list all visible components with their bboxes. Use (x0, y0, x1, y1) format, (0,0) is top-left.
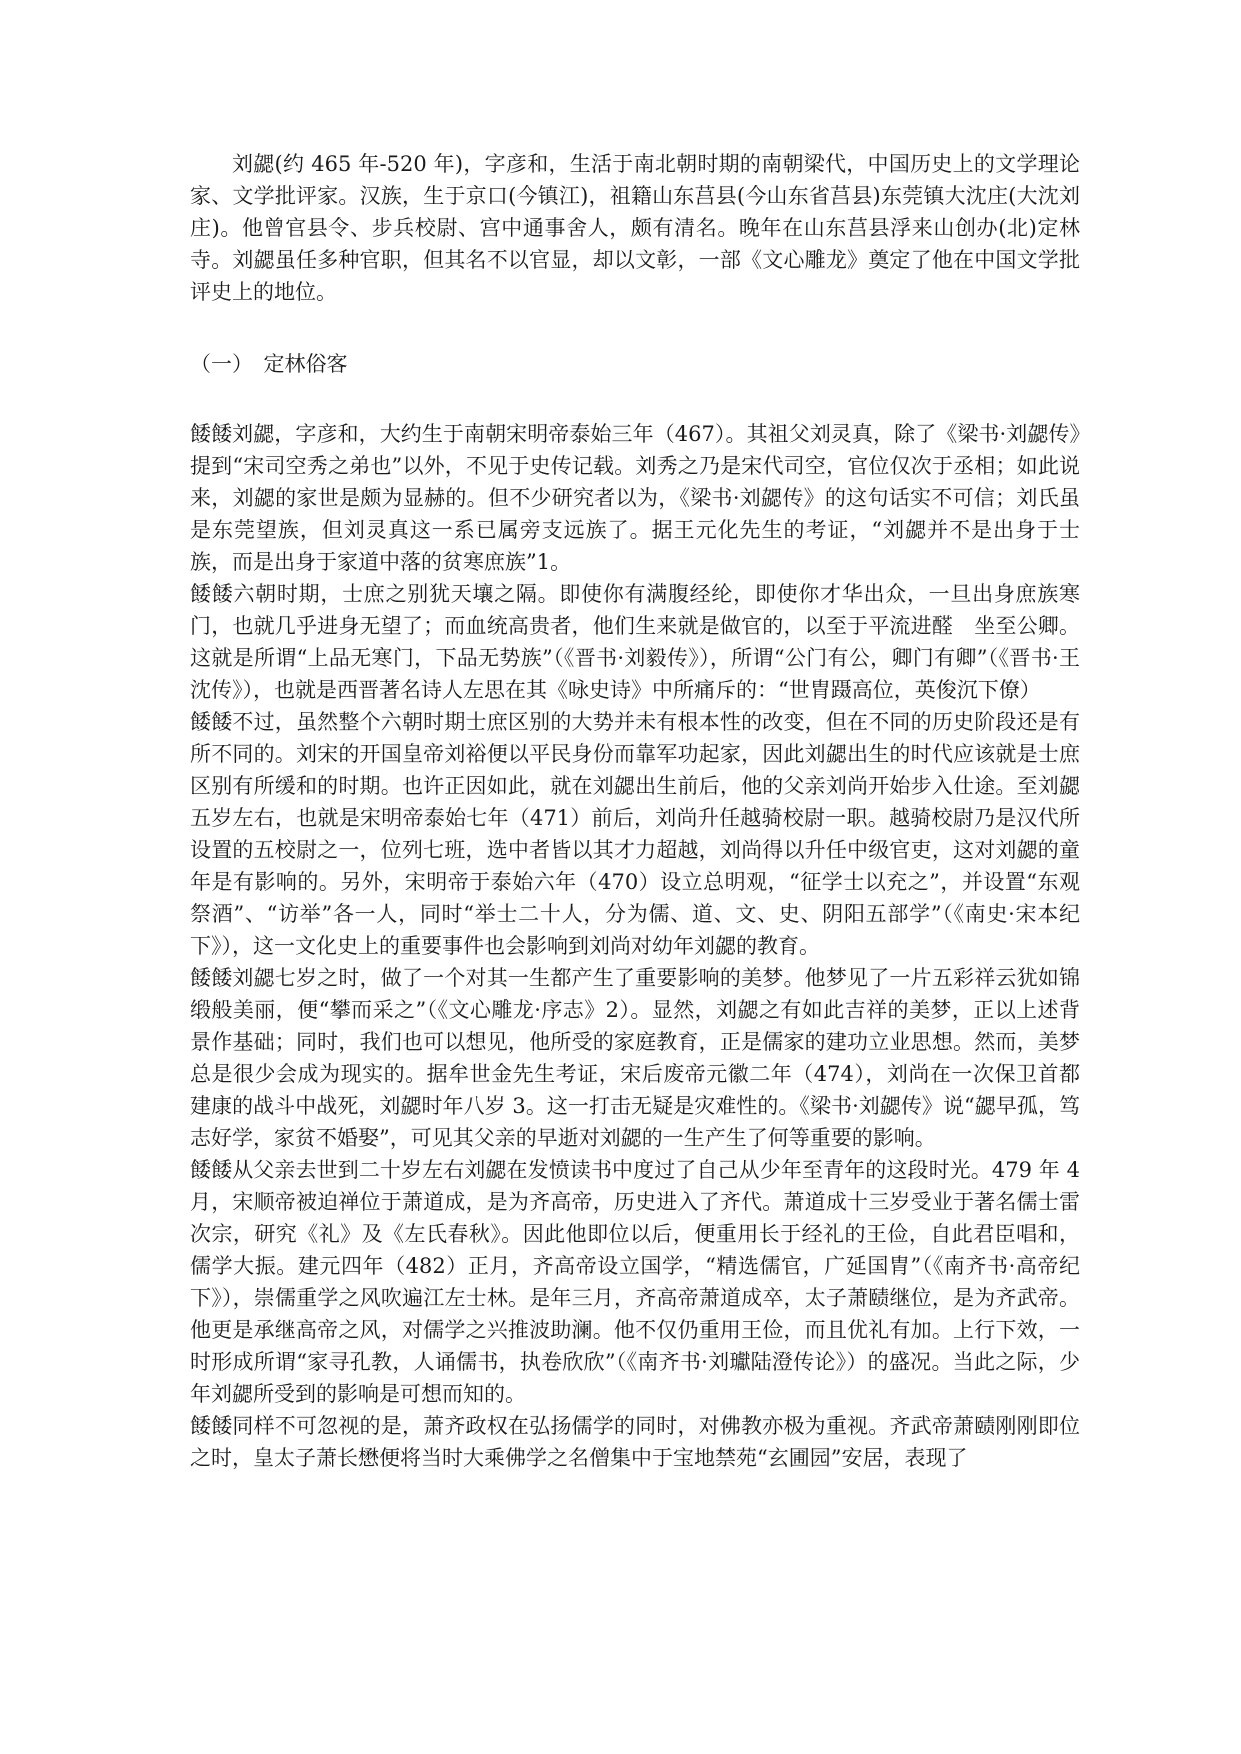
body-paragraph: 餧餧同样不可忽视的是，萧齐政权在弘扬儒学的同时，对佛教亦极为重视。齐武帝萧赜刚刚即位之时，皇太子萧长懋便将当时大乘佛学之名僧集中于宝地禁苑“玄圃园”安居，表现了 (190, 1414, 1080, 1470)
intro-paragraph: 刘勰(约 465 年-520 年)，字彦和，生活于南北朝时期的南朝梁代，中国历史上的文学理论家、文学批评家。汉族，生于京口(今镇江)，祖籍山东莒县(今山东省莒县)东莞镇大沈庄(大沈刘庄)。他曾官县令、步兵校尉、宫中通事舍人，颇有清名。晚年在山东莒县浮来山创办(北)定林寺。刘勰虽任多种官职，但其名不以官显，却以文彰，一部《文心雕龙》奠定了他在中国文学批评史上的地位。 (190, 152, 1080, 304)
document-page (190, 148, 1080, 1474)
body-paragraph: 餧餧六朝时期，士庶之别犹天壤之隔。即使你有满腹经纶，即使你才华出众，一旦出身庶族寒门，也就几乎进身无望了；而血统高贵者，他们生来就是做官的，以至于平流进醛 坐至公卿。这就是所谓“上品无寒门，下品无势族”（《晋书·刘毅传》），所谓“公门有公，卿门有卿”（《晋书·王沈传》），也就是西晋著名诗人左思在其《咏史诗》中所痛斥的：“世胄蹑高位，英俊沉下僚） (190, 582, 1080, 702)
body-paragraph: 餧餧刘勰，字彦和，大约生于南朝宋明帝泰始三年（467）。其祖父刘灵真，除了《梁书·刘勰传》提到“宋司空秀之弟也”以外，不见于史传记载。刘秀之乃是宋代司空，官位仅次于丞相；如此说来，刘勰的家世是颇为显赫的。但不少研究者以为，《梁书·刘勰传》的这句话实不可信；刘氏虽是东莞望族，但刘灵真这一系已属旁支远族了。据王元化先生的考证，“刘勰并不是出身于士族，而是出身于家道中落的贫寒庶族”1。 (190, 422, 1080, 574)
section-heading: （一） 定林俗客 (190, 352, 348, 376)
body-paragraph: 餧餧不过，虽然整个六朝时期士庶区别的大势并未有根本性的改变，但在不同的历史阶段还是有所不同的。刘宋的开国皇帝刘裕便以平民身份而靠军功起家，因此刘勰出生的时代应该就是士庶区别有所缓和的时期。也许正因如此，就在刘勰出生前后，他的父亲刘尚开始步入仕途。至刘勰五岁左右，也就是宋明帝泰始七年（471）前后，刘尚升任越骑校尉一职。越骑校尉乃是汉代所设置的五校尉之一，位列七班，选中者皆以其才力超越，刘尚得以升任中级官吏，这对刘勰的童年是有影响的。另外，宋明帝于泰始六年（470）设立总明观，“征学士以充之”，并设置“东观祭酒”、“访举”各一人，同时“举士二十人，分为儒、道、文、史、阴阳五部学”（《南史·宋本纪下》），这一文化史上的重要事件也会影响到刘尚对幼年刘勰的教育。 (190, 710, 1080, 958)
body-paragraph: 餧餧刘勰七岁之时，做了一个对其一生都产生了重要影响的美梦。他梦见了一片五彩祥云犹如锦缎般美丽，便“攀而采之”（《文心雕龙·序志》2）。显然，刘勰之有如此吉祥的美梦，正以上述背景作基础；同时，我们也可以想见，他所受的家庭教育，正是儒家的建功立业思想。然而，美梦总是很少会成为现实的。据牟世金先生考证，宋后废帝元徽二年（474），刘尚在一次保卫首都建康的战斗中战死，刘勰时年八岁 3。这一打击无疑是灾难性的。《梁书·刘勰传》说“勰早孤，笃志好学，家贫不婚娶”，可见其父亲的早逝对刘勰的一生产生了何等重要的影响。 (190, 966, 1080, 1150)
body-paragraph: 餧餧从父亲去世到二十岁左右刘勰在发愤读书中度过了自己从少年至青年的这段时光。479 年 4 月，宋顺帝被迫禅位于萧道成，是为齐高帝，历史进入了齐代。萧道成十三岁受业于著名儒士雷次宗，研究《礼》及《左氏春秋》。因此他即位以后，便重用长于经礼的王俭，自此君臣唱和，儒学大振。建元四年（482）正月，齐高帝设立国学，“精选儒官，广延国胄”（《南齐书·高帝纪下》），崇儒重学之风吹遍江左士林。是年三月，齐高帝萧道成卒，太子萧赜继位，是为齐武帝。他更是承继高帝之风，对儒学之兴推波助澜。他不仅仍重用王俭，而且优礼有加。上行下效，一时形成所谓“家寻孔教，人诵儒书，执卷欣欣”（《南齐书·刘瓛陆澄传论》）的盛况。当此之际，少年刘勰所受到的影响是可想而知的。 (190, 1158, 1080, 1406)
